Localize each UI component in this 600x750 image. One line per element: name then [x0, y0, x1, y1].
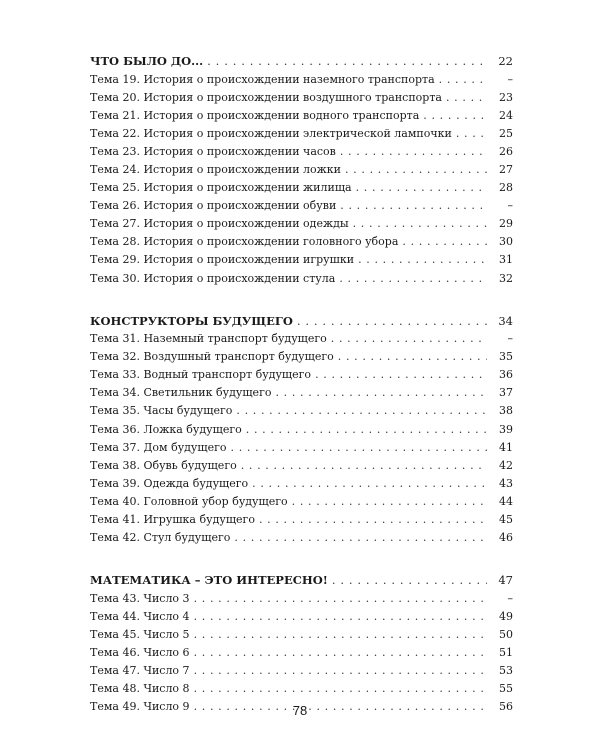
- dot-leader: [340, 143, 487, 161]
- toc-entry: [90, 89, 513, 107]
- dot-leader: [402, 233, 487, 251]
- toc-entry: [90, 421, 513, 439]
- entry-label: Тема 34. Светильник будущего: [90, 386, 272, 400]
- entry-label: Тема 30. История о происхождении стула: [90, 271, 336, 285]
- dot-leader: [339, 270, 487, 288]
- entry-label: Тема 25. История о происхождении жилища: [90, 181, 352, 195]
- dot-leader: [456, 125, 487, 143]
- section-heading: [90, 571, 513, 589]
- entry-label: Тема 24. История о происхождении ложки: [90, 162, 341, 176]
- section-before: [90, 52, 513, 288]
- toc-entry: [90, 143, 513, 161]
- entry-page: 27: [499, 162, 513, 176]
- toc-entry: [90, 366, 513, 384]
- dot-leader: [446, 89, 487, 107]
- dot-leader: [236, 402, 487, 420]
- toc-entry: [90, 644, 513, 662]
- dot-leader: [207, 52, 487, 70]
- toc-entry: [90, 608, 513, 626]
- entry-label: Тема 49. Число 9: [90, 700, 190, 714]
- dot-leader: [259, 511, 487, 529]
- dot-leader: [234, 529, 487, 547]
- entry-page: –: [507, 72, 513, 86]
- entry-label: Тема 40. Головной убор будущего: [90, 494, 288, 508]
- entry-page: –: [507, 332, 513, 346]
- toc-entry: [90, 330, 513, 348]
- dot-leader: [340, 197, 487, 215]
- toc-entry: [90, 680, 513, 698]
- entry-label: Тема 37. Дом будущего: [90, 440, 227, 454]
- toc-entry: [90, 348, 513, 366]
- entry-page: 45: [499, 512, 513, 526]
- entry-page: 23: [499, 90, 513, 104]
- toc-entry: [90, 384, 513, 402]
- dot-leader: [338, 348, 487, 366]
- toc-entry: [90, 197, 513, 215]
- entry-page: 53: [499, 663, 513, 677]
- dot-leader: [194, 662, 487, 680]
- entry-page: 38: [499, 404, 513, 418]
- dot-leader: [194, 644, 487, 662]
- entry-page: 30: [499, 235, 513, 249]
- toc-entry: [90, 511, 513, 529]
- entry-label: Тема 27. История о происхождении одежды: [90, 217, 349, 231]
- entry-label: Тема 22. История о происхождении электрической лампочки: [90, 126, 452, 140]
- entry-label: Тема 44. Число 4: [90, 609, 190, 623]
- toc-entry: [90, 107, 513, 125]
- dot-leader: [332, 571, 487, 589]
- entry-label: Тема 47. Число 7: [90, 663, 190, 677]
- page-number: 78: [292, 703, 308, 718]
- toc-entry: [90, 662, 513, 680]
- entry-label: Тема 42. Стул будущего: [90, 531, 231, 545]
- entry-page: –: [507, 591, 513, 605]
- dot-leader: [353, 215, 487, 233]
- dot-leader: [439, 71, 487, 89]
- dot-leader: [315, 366, 487, 384]
- entry-page: 50: [499, 627, 513, 641]
- dot-leader: [292, 493, 487, 511]
- entry-label: Тема 20. История о происхождении воздушного транспорта: [90, 90, 442, 104]
- entry-page: 49: [499, 609, 513, 623]
- entry-label: Тема 29. История о происхождении игрушки: [90, 253, 355, 267]
- dot-leader: [252, 475, 487, 493]
- section-page: 47: [498, 573, 513, 588]
- toc-entry: [90, 215, 513, 233]
- toc-entry: [90, 251, 513, 269]
- section-math: [90, 571, 513, 716]
- dot-leader: [423, 107, 487, 125]
- dot-leader: [194, 590, 487, 608]
- entry-page: 42: [499, 458, 513, 472]
- entry-label: Тема 31. Наземный транспорт будущего: [90, 332, 327, 346]
- entry-label: Тема 48. Число 8: [90, 682, 190, 696]
- entry-label: Тема 21. История о происхождении водного транспорта: [90, 108, 420, 122]
- dot-leader: [345, 161, 487, 179]
- entry-page: 55: [499, 682, 513, 696]
- entry-label: Тема 32. Воздушный транспорт будущего: [90, 350, 334, 364]
- table-of-contents: [90, 52, 513, 716]
- entry-label: Тема 26. История о происхождении обуви: [90, 199, 337, 213]
- entry-page: 41: [499, 440, 513, 454]
- dot-leader: [194, 608, 487, 626]
- entry-page: 32: [499, 271, 513, 285]
- section-page: 34: [498, 313, 513, 328]
- entry-page: 35: [499, 350, 513, 364]
- toc-entry: [90, 402, 513, 420]
- entry-label: Тема 19. История о происхождении наземного транспорта: [90, 72, 435, 86]
- entry-label: Тема 43. Число 3: [90, 591, 190, 605]
- toc-entry: [90, 493, 513, 511]
- entry-page: 56: [499, 700, 513, 714]
- section-title: ЧТО БЫЛО ДО...: [90, 54, 204, 68]
- section-page: 22: [498, 54, 513, 68]
- entry-page: 43: [499, 476, 513, 490]
- entry-label: Тема 36. Ложка будущего: [90, 422, 242, 436]
- toc-entry: [90, 590, 513, 608]
- toc-entry: [90, 626, 513, 644]
- toc-entry: [90, 161, 513, 179]
- section-title: МАТЕМАТИКА – ЭТО ИНТЕРЕСНО!: [90, 573, 328, 588]
- dot-leader: [358, 251, 487, 269]
- entry-page: 37: [499, 386, 513, 400]
- entry-page: 36: [499, 368, 513, 382]
- entry-label: Тема 28. История о происхождении головного убора: [90, 235, 399, 249]
- toc-entry: [90, 125, 513, 143]
- dot-leader: [194, 626, 487, 644]
- entry-page: 39: [499, 422, 513, 436]
- toc-entry: [90, 457, 513, 475]
- dot-leader: [331, 330, 487, 348]
- dot-leader: [241, 457, 487, 475]
- entry-page: 28: [499, 181, 513, 195]
- entry-page: 51: [499, 645, 513, 659]
- toc-entry: [90, 439, 513, 457]
- toc-entry: [90, 475, 513, 493]
- entry-page: 24: [499, 108, 513, 122]
- entry-label: Тема 39. Одежда будущего: [90, 476, 249, 490]
- entry-page: 25: [499, 126, 513, 140]
- entry-page: 31: [499, 253, 513, 267]
- dot-leader: [246, 421, 487, 439]
- entry-label: Тема 46. Число 6: [90, 645, 190, 659]
- dot-leader: [231, 439, 487, 457]
- toc-entry: [90, 270, 513, 288]
- section-heading: [90, 312, 513, 330]
- entry-label: Тема 23. История о происхождении часов: [90, 144, 336, 158]
- toc-entry: [90, 529, 513, 547]
- section-title: КОНСТРУКТОРЫ БУДУЩЕГО: [90, 313, 293, 328]
- entry-label: Тема 45. Число 5: [90, 627, 190, 641]
- dot-leader: [194, 680, 487, 698]
- dot-leader: [297, 312, 487, 330]
- entry-label: Тема 35. Часы будущего: [90, 404, 233, 418]
- toc-entry: [90, 179, 513, 197]
- entry-page: 44: [499, 494, 513, 508]
- entry-label: Тема 33. Водный транспорт будущего: [90, 368, 312, 382]
- entry-page: 46: [499, 531, 513, 545]
- entry-page: 26: [499, 144, 513, 158]
- entry-label: Тема 41. Игрушка будущего: [90, 512, 255, 526]
- section-heading: [90, 52, 513, 70]
- toc-entry: [90, 71, 513, 89]
- toc-entry: [90, 233, 513, 251]
- section-future-constructors: [90, 312, 513, 548]
- dot-leader: [356, 179, 487, 197]
- entry-page: 29: [499, 217, 513, 231]
- entry-page: –: [507, 199, 513, 213]
- entry-label: Тема 38. Обувь будущего: [90, 458, 237, 472]
- dot-leader: [275, 384, 487, 402]
